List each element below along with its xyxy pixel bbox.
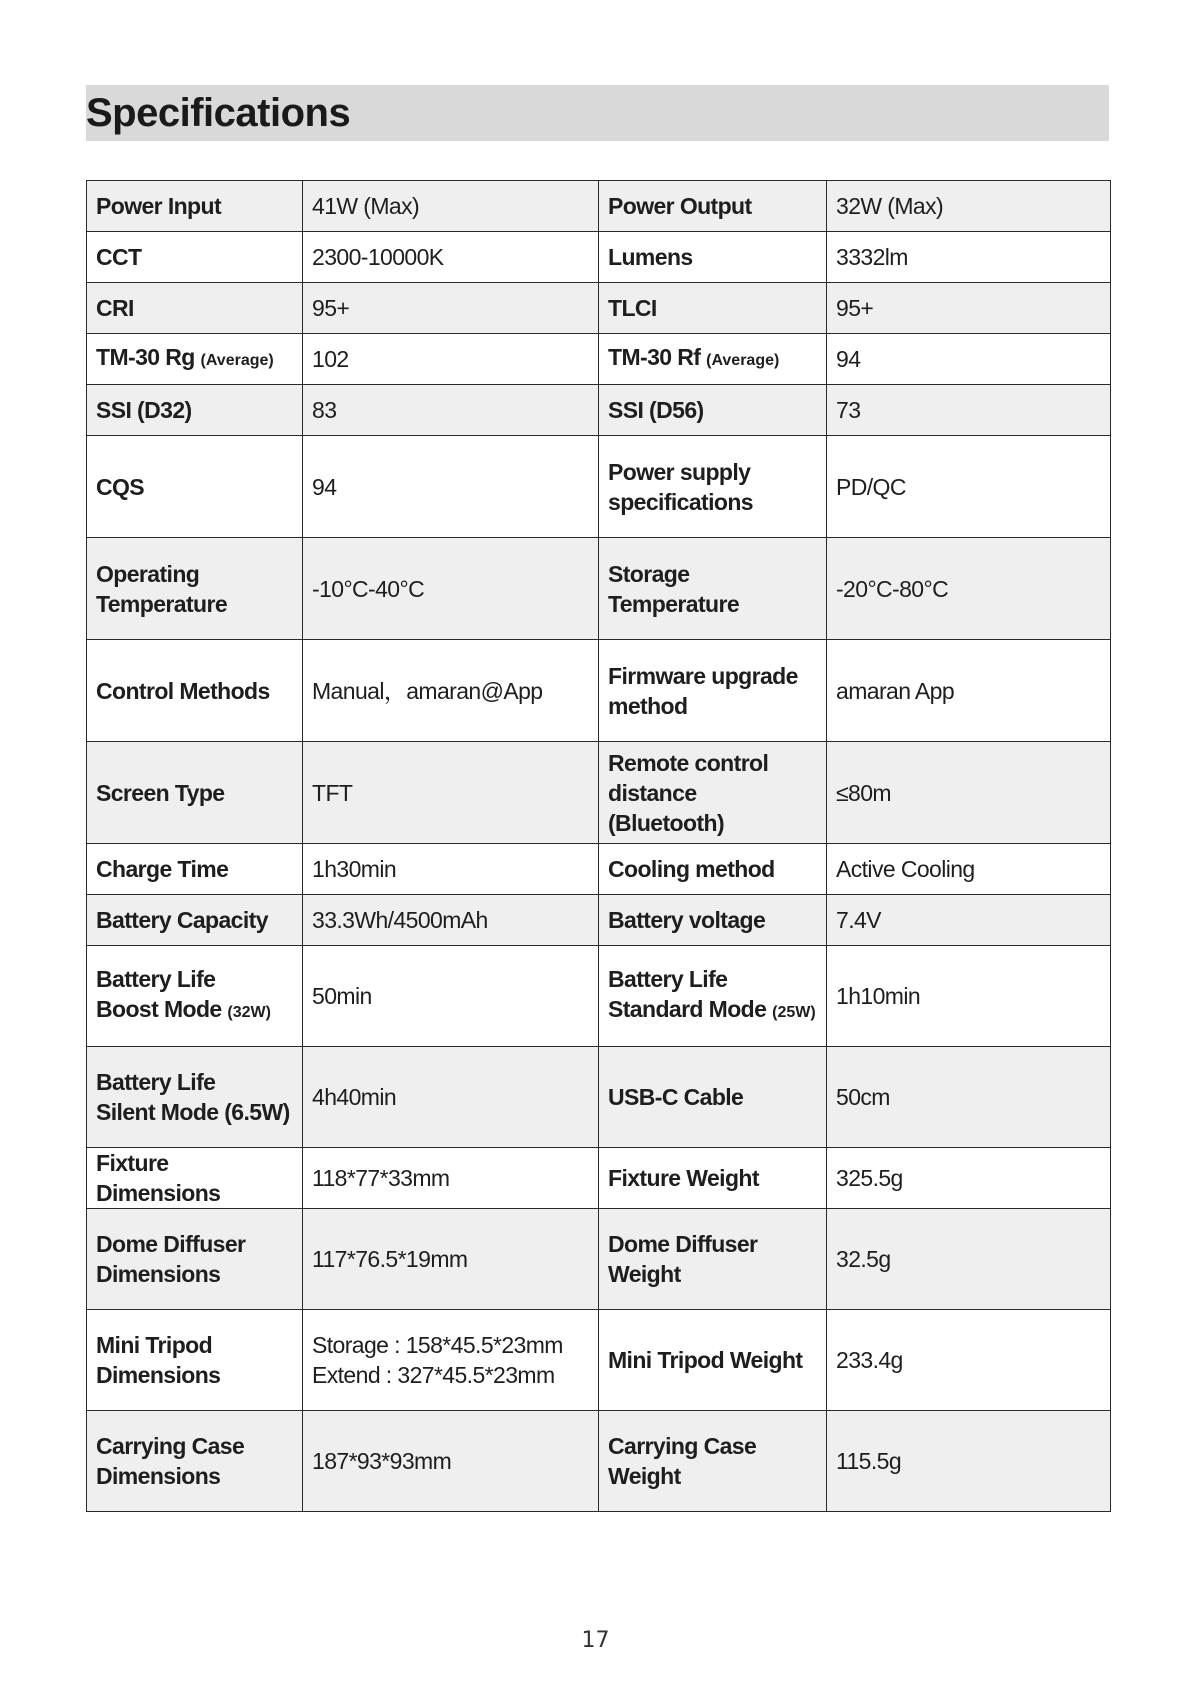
spec-label-line: Dimensions	[96, 1463, 221, 1489]
spec-label: TLCI	[599, 283, 827, 334]
spec-value: PD/QC	[827, 436, 1111, 538]
table-row	[87, 946, 1111, 1047]
spec-label-line: Weight	[608, 1463, 681, 1489]
table-row	[87, 1148, 1111, 1209]
spec-label-line: specifications	[608, 488, 753, 515]
spec-label	[599, 742, 827, 844]
spec-label: SSI (D56)	[599, 385, 827, 436]
spec-label-line: Remote control	[608, 749, 769, 776]
spec-value: Active Cooling	[827, 844, 1111, 895]
spec-value: amaran App	[827, 640, 1111, 742]
spec-value-line: Extend : 327*45.5*23mm	[312, 1362, 555, 1388]
spec-value: TFT	[303, 742, 599, 844]
spec-label: CRI	[87, 283, 303, 334]
spec-label-line: Operating	[96, 560, 200, 587]
spec-label: USB-C Cable	[599, 1047, 827, 1148]
spec-label-line	[96, 994, 294, 1028]
spec-label-line: Mini Tripod	[96, 1332, 213, 1358]
spec-label	[87, 1047, 303, 1148]
spec-label-line: Dome Diffuser	[96, 1231, 246, 1257]
spec-value: 1h10min	[827, 946, 1111, 1047]
spec-value: 73	[827, 385, 1111, 436]
table-row	[87, 895, 1111, 946]
table-row	[87, 538, 1111, 640]
spec-value: 118*77*33mm	[303, 1148, 599, 1209]
spec-label-line: Weight	[608, 1261, 681, 1287]
spec-value: 102	[303, 334, 599, 385]
spec-value: -10°C-40°C	[303, 538, 599, 640]
table-row	[87, 742, 1111, 844]
table-row	[87, 1411, 1111, 1512]
spec-label-note: (32W)	[227, 1004, 271, 1021]
spec-label-line	[608, 994, 818, 1028]
spec-label	[87, 1411, 303, 1512]
spec-label-line: Power supply	[608, 458, 751, 485]
spec-value: 83	[303, 385, 599, 436]
spec-label	[599, 946, 827, 1047]
spec-value: 4h40min	[303, 1047, 599, 1148]
spec-label-line: Silent Mode (6.5W)	[96, 1099, 290, 1125]
spec-label	[599, 538, 827, 640]
spec-label: Power Output	[599, 181, 827, 232]
spec-label-line: Firmware upgrade	[608, 662, 798, 689]
spec-label	[87, 1209, 303, 1310]
spec-label-text: Boost Mode	[96, 996, 222, 1022]
spec-value-line: Storage : 158*45.5*23mm	[312, 1332, 563, 1358]
spec-label-line: Battery Life	[96, 1069, 216, 1095]
spec-label: Mini Tripod Weight	[599, 1310, 827, 1411]
spec-label-line: Battery Life	[96, 966, 216, 992]
spec-label: Fixture Weight	[599, 1148, 827, 1209]
table-row	[87, 1310, 1111, 1411]
spec-value: 187*93*93mm	[303, 1411, 599, 1512]
spec-label-line: method	[608, 692, 688, 719]
spec-value: 94	[303, 436, 599, 538]
spec-label	[87, 946, 303, 1047]
spec-label	[599, 1209, 827, 1310]
spec-label-text: Standard Mode	[608, 996, 767, 1022]
spec-label-line: Dimensions	[96, 1261, 221, 1287]
spec-label-line: Temperature	[608, 590, 740, 617]
spec-label	[599, 640, 827, 742]
spec-label: Battery Capacity	[87, 895, 303, 946]
page-number: 17	[581, 1628, 610, 1653]
table-row	[87, 1209, 1111, 1310]
spec-label-note: (Average)	[200, 352, 274, 369]
spec-value: 3332lm	[827, 232, 1111, 283]
spec-label-line: distance (Bluetooth)	[608, 779, 725, 836]
spec-value: 50min	[303, 946, 599, 1047]
spec-label: Lumens	[599, 232, 827, 283]
spec-label: Power Input	[87, 181, 303, 232]
spec-value: 2300-10000K	[303, 232, 599, 283]
spec-label-note: (Average)	[706, 352, 780, 369]
spec-label: Control Methods	[87, 640, 303, 742]
spec-label	[87, 1310, 303, 1411]
spec-label: Charge Time	[87, 844, 303, 895]
specifications-table	[86, 180, 1111, 1512]
spec-label	[599, 436, 827, 538]
spec-label-text: TM-30 Rg	[96, 344, 195, 370]
spec-value: 233.4g	[827, 1310, 1111, 1411]
spec-label	[87, 334, 303, 385]
table-row	[87, 1047, 1111, 1148]
spec-value: 50cm	[827, 1047, 1111, 1148]
spec-label: Fixture Dimensions	[87, 1148, 303, 1209]
spec-label	[599, 334, 827, 385]
spec-value: 95+	[303, 283, 599, 334]
table-row	[87, 334, 1111, 385]
spec-value: 7.4V	[827, 895, 1111, 946]
spec-label-line: Dimensions	[96, 1362, 221, 1388]
spec-value: 1h30min	[303, 844, 599, 895]
spec-label-text: TM-30 Rf	[608, 344, 701, 370]
spec-label-note: (25W)	[772, 1004, 816, 1021]
table-row	[87, 844, 1111, 895]
table-row	[87, 283, 1111, 334]
spec-label-line: Temperature	[96, 590, 228, 617]
spec-label	[87, 538, 303, 640]
spec-label: Battery voltage	[599, 895, 827, 946]
spec-label-line: Carrying Case	[608, 1433, 757, 1459]
table-row	[87, 385, 1111, 436]
page-title: Specifications	[86, 90, 351, 135]
spec-value: 41W (Max)	[303, 181, 599, 232]
spec-value	[303, 1310, 599, 1411]
spec-label: CCT	[87, 232, 303, 283]
spec-label: Cooling method	[599, 844, 827, 895]
spec-value: ≤80m	[827, 742, 1111, 844]
spec-value: 33.3Wh/4500mAh	[303, 895, 599, 946]
spec-label: SSI (D32)	[87, 385, 303, 436]
spec-label-line: Storage	[608, 560, 690, 587]
spec-label-line: Dome Diffuser	[608, 1231, 758, 1257]
spec-value: 32.5g	[827, 1209, 1111, 1310]
spec-value: 115.5g	[827, 1411, 1111, 1512]
spec-label	[599, 1411, 827, 1512]
section-title-bar	[86, 85, 1109, 141]
spec-value: 95+	[827, 283, 1111, 334]
table-row	[87, 640, 1111, 742]
spec-value: 32W (Max)	[827, 181, 1111, 232]
table-row	[87, 436, 1111, 538]
table-row	[87, 232, 1111, 283]
spec-label-line: Carrying Case	[96, 1433, 245, 1459]
spec-value: -20°C-80°C	[827, 538, 1111, 640]
spec-value: 325.5g	[827, 1148, 1111, 1209]
spec-label-line: Battery Life	[608, 966, 728, 992]
spec-value: 117*76.5*19mm	[303, 1209, 599, 1310]
spec-value: Manual，amaran@App	[303, 640, 599, 742]
spec-label: CQS	[87, 436, 303, 538]
spec-label: Screen Type	[87, 742, 303, 844]
table-row	[87, 181, 1111, 232]
spec-value: 94	[827, 334, 1111, 385]
